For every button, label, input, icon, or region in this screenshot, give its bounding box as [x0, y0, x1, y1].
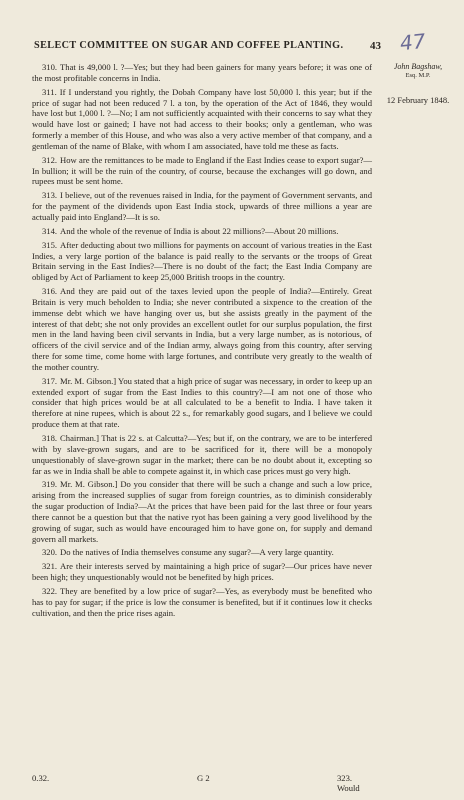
question-number: 314.	[42, 225, 58, 236]
paragraph-text: They are benefited by a low price of sugar?—Yes, as everybody must be benefited who has to pay for sugar; if the price is low the consumer is benefited, but if it continues low it checks cultivation, and then the price rises again.	[32, 585, 372, 618]
paragraph	[32, 240, 372, 283]
question-number: 318.	[42, 433, 58, 443]
paragraph-text: Mr. M. Gibson.] You stated that a high price of sugar was necessary, in order to keep up an extended export of sugar from the East Indies to this country?—I am not one of those who consider that high prices would be at all calculated to be a benefit to India. I have taken it therefore at nine rupees, which is about 22 s., for remarkably good sugars, and I believe we could produce them at that rate.	[32, 375, 372, 430]
question-number: 319.	[42, 479, 58, 490]
question-number: 317.	[42, 375, 58, 386]
paragraph	[32, 190, 372, 223]
paragraph	[32, 479, 372, 544]
page-number: 43	[370, 40, 381, 52]
question-number: 313.	[42, 190, 58, 201]
paragraph-text: Chairman.] That is 22 s. at Calcutta?—Yes; but if, on the contrary, we are to be interfered with by slave-grown sugars, and are to be sacrificed for it, there will be a monopoly unquestionably of slave-grown sugar in the market; there can be no doubt about it, excepting so far as we in India shall be able to compete against it, in which case prices must go very high.	[32, 433, 372, 476]
page-title: SELECT COMMITTEE ON SUGAR AND COFFEE PLANTING.	[34, 40, 344, 51]
witness-title: Esq. M.P.	[405, 72, 431, 79]
witness-name: John Bagshaw,	[393, 62, 443, 71]
paragraph	[32, 286, 372, 373]
paragraph	[32, 226, 372, 237]
paragraph-text: And the whole of the revenue of India is about 22 millions?—About 20 millions.	[60, 225, 339, 236]
hearing-date: 12 February 1848.	[386, 95, 450, 105]
testimony-body	[32, 62, 372, 622]
question-number: 316.	[42, 286, 58, 297]
paragraph-text: That is 49,000 l. ?—Yes; but they had been gainers for many years before; it was one of the most profitable concerns in India.	[32, 62, 372, 83]
paragraph-text: Are their interests served by maintaining a high price of sugar?—Our prices have never been high; they unquestionably would not be benefited by high prices.	[32, 561, 372, 583]
paragraph-text: How are the remittances to be made to England if the East Indies cease to export sugar?—In bullion; it will be the ruin of the country, of course, because the exchanges will go down, and rupees must be sent home.	[32, 154, 372, 187]
handwritten-folio-number: 47	[398, 28, 427, 56]
paragraph	[32, 155, 372, 188]
paragraph	[32, 62, 372, 84]
paragraph-text: If I understand you rightly, the Dobah Company have lost 50,000 l. this year; but if the price of sugar had not been reduced 7 l. a ton, by the operation of the Act of 1846, they would have lost but 1,000 l. ?—No; I am not sufficiently acquainted with their concerns to say what they would have lost or gained; I have not had access to their books; only a gentleman, who was formerly a member of this House, and who was also a very active member of that company, and a gentleman of the name of Blake, with whom I am associated, have told me these as facts.	[32, 86, 372, 151]
paragraph	[32, 87, 372, 152]
question-number: 320.	[42, 547, 58, 558]
question-number: 322.	[42, 585, 58, 596]
paragraph	[32, 433, 372, 476]
paragraph	[32, 376, 372, 430]
question-number: 310.	[42, 62, 58, 72]
question-number: 321.	[42, 561, 58, 572]
paragraph-text: And they are paid out of the taxes levied upon the people of India?—Entirely. Great Britain is very much beholden to India; she never contributed a sixpence to the creation of the immense debt which we have hanging over us, but she assists greatly in the payment of the interest of that debt; she not only provides an excellent outlet for our surplus population, the first men in the land having been civil servants in India, but a very large number, as is notorious, of officers of the civil service and of the Indian army, always going from this country, after serving there for some time, come home with large fortunes, and contribute very greatly to the wealth of the mother country.	[32, 286, 372, 372]
footer-docket: 0.32.	[32, 773, 50, 783]
paragraph-text: Do the natives of India themselves consume any sugar?—A very large quantity.	[60, 547, 334, 558]
question-number: 315.	[42, 239, 58, 250]
paragraph	[32, 561, 372, 583]
footer-catchword: 323. Would	[337, 773, 360, 793]
paragraph	[32, 586, 372, 619]
paragraph-text: After deducting about two millions for payments on account of various treaties in the East Indies, a very large portion of the balance is paid really to the servants or the troops of Great Britain serving in the East Indies?—There is no doubt of the fact; the East India Company are obliged by Act of Parliament to keep 25,000 British troops in the country.	[32, 239, 372, 283]
paragraph-text: I believe, out of the revenues raised in India, for the payment of Government servants, and for the payment of the dividends upon East India stock, upwards of three millions a year are actually paid into England?—It is so.	[32, 190, 372, 222]
paragraph-text: Mr. M. Gibson.] Do you consider that there will be such a change and such a low price, arising from the increased supplies of sugar from foreign countries, as to diminish considerably the sugar production of India?—At the prices that have been paid for the last three or four years there cannot be a question but that the native ryot has been gaining a very good livelihood by the growing of sugar, such as would have encouraged him to have gone on, for supply and demand govern all markets.	[32, 479, 372, 544]
question-number: 312.	[42, 154, 58, 165]
question-number: 311.	[42, 86, 57, 97]
paragraph	[32, 547, 372, 558]
footer-signature-mark: G 2	[197, 773, 210, 783]
